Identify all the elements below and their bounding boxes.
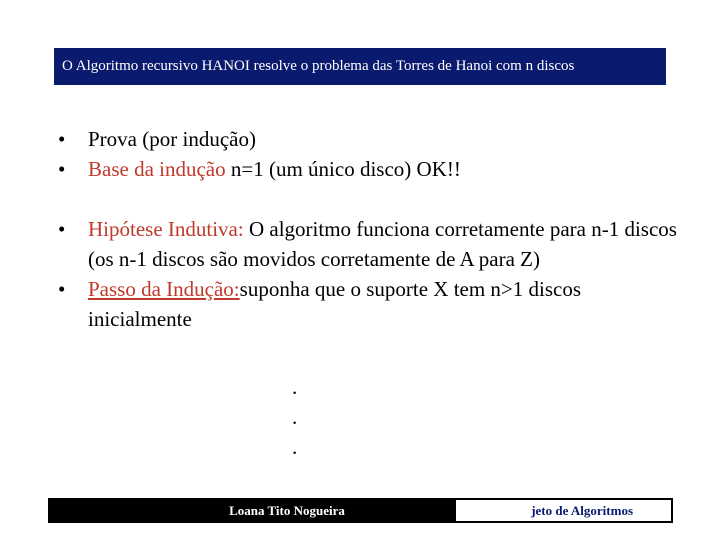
footer-course-box: [456, 500, 671, 521]
bullet-marker: •: [58, 127, 66, 151]
bullet-list: [58, 124, 678, 334]
bullet-text: suponha que o suporte X tem n>1 discos inicialmente: [88, 277, 582, 331]
ellipsis-dot: .: [292, 435, 298, 459]
bullet-marker: •: [58, 157, 66, 181]
ellipsis-dot: .: [292, 375, 298, 399]
bullet-item-step: [58, 274, 678, 334]
bullet-text: n=1 (um único disco) OK!!: [225, 157, 461, 181]
footer-course: jeto de Algoritmos: [531, 503, 633, 518]
bullet-item-proof: [58, 124, 678, 154]
bullet-item-base: [58, 154, 678, 184]
bullet-text: O algoritmo funciona corretamente para n-1 discos (os n-1 discos são movidos corretamente de A para Z): [88, 217, 677, 271]
slide-title: O Algoritmo recursivo HANOI resolve o problema das Torres de Hanoi com n discos: [54, 48, 666, 85]
footer-bar: [48, 498, 673, 523]
bullet-text: Prova (por indução): [88, 127, 256, 151]
bullet-highlight: Hipótese Indutiva:: [88, 217, 244, 241]
bullet-marker: •: [58, 217, 66, 241]
footer-author: Loana Tito Nogueira: [229, 503, 345, 518]
bullet-highlight: Base da indução: [88, 157, 226, 181]
bullet-highlight: Passo da Indução:: [88, 277, 240, 301]
ellipsis: [292, 372, 297, 462]
bullet-marker: •: [58, 277, 66, 301]
bullet-item-hypothesis: [58, 214, 678, 274]
ellipsis-dot: .: [292, 405, 298, 429]
